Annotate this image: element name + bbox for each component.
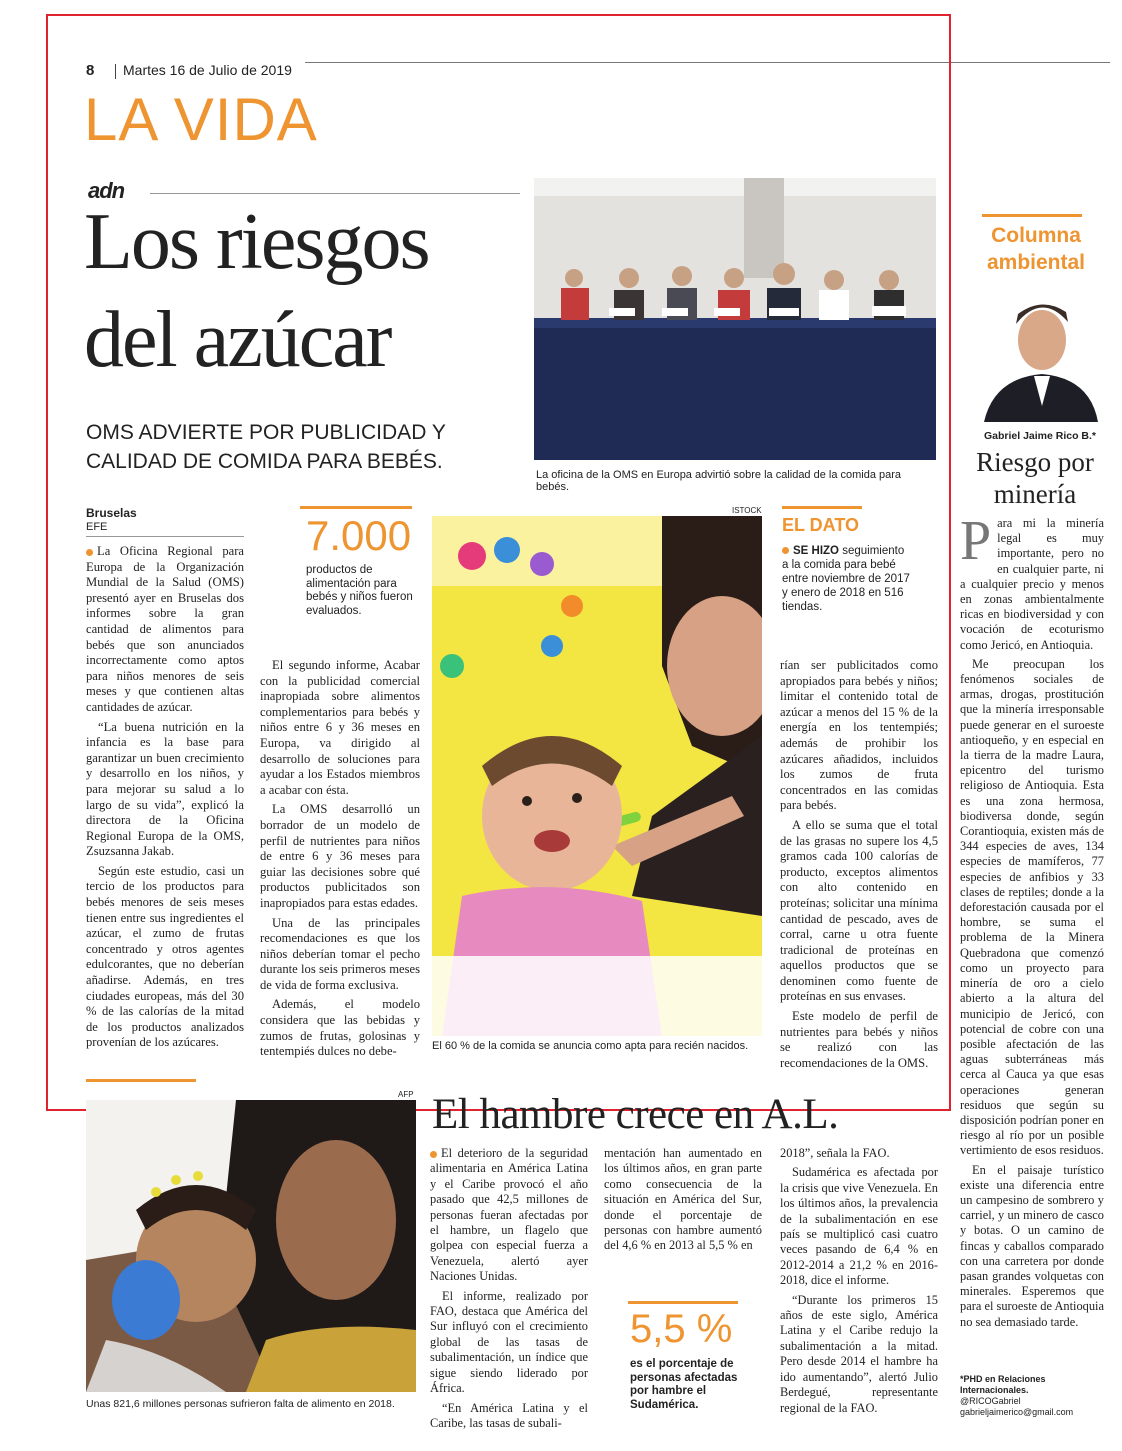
second-stat-text: es el porcentaje de personas afectadas por hambre el Sudamérica. [630,1358,738,1411]
baby-photo [432,516,762,1036]
column-footnote [960,1374,1104,1418]
second-stat-accent [628,1301,738,1304]
brand-rule [150,193,520,194]
body-paragraph: A ello se suma que el total de las grasas no supere los 4,5 gramos cada 100 calorías de producto, exceptos alimentos con alto contenido en proteínas; solicitar una mínima cantidad de pescado, aves de corral, carne u otra fuente tradicional de proteínas en aquellos productos que se denominen como fuente de proteínas en sus envases. [780,817,938,1004]
author-photo [964,282,1108,422]
brand-logo: adn [88,178,125,203]
body-paragraph: Según este estudio, casi un tercio de los productos para bebés menores de seis meses tienen entre sus ingredientes el azúcar, el zumo de frutas concentrado y otros agentes edulcorantes, que no deberían añadirse. Además, en tres ciudades europeas, más del 30 % de las calorías de la mitad de los productos analizados provenían de los azúcares. [86,863,244,1050]
author-email: gabrieljaimerico@gmail.com [960,1407,1074,1417]
body-paragraph: mentación han aumentado en los últimos años, en gran parte como consecuencia de la situación en América del Sur, donde el porcentaje de personas con hambre aumentó del 4,6 % en 2013 al 5,5 % en [604,1146,762,1253]
conference-photo [534,178,936,460]
bullet-dot [86,549,93,556]
second-photo-credit: AFP [398,1090,414,1099]
body-paragraph: La OMS desarrolló un borrador de un modelo de perfil de nutrientes para niños de entre 6 y 36 meses para guiar las decisiones sobre qué productos publicitados son inapropiados para estas edades. [260,802,420,910]
child-photo [86,1100,416,1392]
footnote-line: Internacionales. [960,1385,1029,1395]
body-paragraph: 2018”, señala la FAO. [780,1146,890,1160]
column-body [960,510,1104,1334]
column-label-line1: Columna [991,224,1081,247]
section-title: LA VIDA [84,86,318,153]
main-body-col2 [260,658,420,1064]
bullet-dot [430,1151,437,1158]
second-stat-number: 5,5 % [630,1307,733,1351]
baby-photo-credit: ISTOCK [732,506,762,515]
second-body-col2 [604,1146,762,1258]
main-body-col1 [86,544,244,1055]
stat-number: 7.000 [306,512,412,559]
body-paragraph: “Durante los primeros 15 años de este siglo, América Latina y el Caribe redujo la subalimentación a la mitad. Pero desde 2014 el hambre ha ido aumentando”, alertó Julio Berdegué, representante regional de la FAO. [780,1292,938,1415]
page-number: 8 [86,62,95,79]
body-paragraph: El deterioro de la seguridad alimentaria en América Latina y el Caribe provocó el año pasado que 42,5 millones de personas fueran afectadas por el hambre, un flagelo que golpea con especial fuerza a Venezuela, alertó ayer Naciones Unidas. [430,1146,588,1284]
footnote-line: *PHD en Relaciones [960,1374,1046,1384]
body-paragraph: “En América Latina y el Caribe, las tasas de subali- [430,1400,588,1430]
body-paragraph: Además, el modelo considera que las bebidas y zumos de frutas, golosinas y tentempiés dulces no debe- [260,997,420,1059]
second-headline: El hambre crece en A.L. [432,1091,839,1138]
column-title-line2: minería [993,479,1077,509]
dato-body: seguimiento a la comida para bebé entre noviembre de 2017 y enero de 2018 en 516 tiendas. [782,545,910,613]
baby-photo-caption: El 60 % de la comida se anuncia como apta para recién nacidos. [432,1040,749,1052]
second-body-col3 [780,1146,938,1420]
bullet-dot [782,547,789,554]
body-paragraph: El informe, realizado por FAO, destaca que América del Sur influyó con el crecimiento global de las tasas de subalimentación, un índice que sigue siendo liderado por África. [430,1288,588,1396]
column-accent [982,214,1082,217]
dateline: Bruselas [86,506,137,520]
body-paragraph: rían ser publicitados como apropiados para bebés y niños; limitar el contenido total de azúcar a menos del 15 % de la energía en los tentempiés; además de prohibir los azúcares añadidos, incluidos los zumos de fruta concentrados en las comidas para bebés. [780,658,938,813]
body-paragraph: Una de las principales recomendaciones es que los niños deberían tomar el pecho durante los seis primeros meses de vida de forma exclusiva. [260,915,420,992]
body-paragraph: La Oficina Regional para Europa de la Organización Mundial de la Salud (OMS) presentó ayer en Bruselas dos informes sobre la gran cantidad de alimentos para bebés que son anunciados incorrectamente como aptos para niños menores de seis meses y que contienen altas cantidades de azúcar. [86,544,244,714]
column-paragraph: Me preocupan los fenómenos sociales de armas, drogas, prostitución que la minería irresponsable puede generar en el suroeste antioqueño, y en especial en la tierra de la madre Laura, epicentro del turismo religioso de Antioquia. Esta es una zona hermosa, biodiversa donde, según Corantioquia, existen más de 344 especies de aves, 134 especies de mamíferos, 77 especies de anfibios y 33 clases de reptiles; donde a la deforestación causada por el hombre, se suma el problema de la Minera Quebradona que comenzó como un proyecto para minería de oro a cielo abierto a la altura del municipio de Jericó, con potencial de cobre con una posible afectación de las aguas subterráneas más cerca al Cauca ya que esas operaciones generan residuos que según su disposición podrían poner en riesgo al río por un posible vertimiento de esos residuos. [960,656,1104,1158]
body-paragraph: “La buena nutrición en la infancia es la base para garantizar un buen crecimiento y desarrollo en los niños, y para mejorar su salud a lo largo de su vida”, explicó la directora de la Oficina Regional Europa de la OMS, Zsuzsanna Jakab. [86,719,244,859]
body-paragraph: Sudamérica es afectada por la crisis que vive Venezuela. En los últimos años, la prevalencia de la subalimentación en ese país se multiplicó casi cuatro veces pasando de 6,4 % en 2012-2014 a 21,2 % en 2016-2018, dice el informe. [780,1165,938,1288]
main-subhead-line2: CALIDAD DE COMIDA PARA BEBÉS. [86,450,443,473]
stat-text: productos de alimentación para bebés y niños fueron evaluados. [306,564,413,617]
dato-lead: SE HIZO [793,545,840,557]
main-headline-line1: Los riesgos [84,198,429,286]
second-accent [86,1079,196,1082]
column-label-line2: ambiental [986,251,1086,274]
second-body-col1 [430,1146,588,1435]
body-paragraph: Este modelo de perfil de nutrientes para bebés y niños se realizó con las recomendaciones de la OMS. [780,1009,938,1070]
dato-text [782,544,912,614]
author-twitter: @RICOGabriel [960,1396,1021,1406]
agency: EFE [86,521,108,533]
column-author: Gabriel Jaime Rico B.* [983,430,1097,442]
column-title-line1: Riesgo por [976,447,1094,477]
main-headline-line2: del azúcar [84,296,391,384]
column-paragraph: En el paisaje turístico existe una diferencia entre un campesino de sombrero y carriel, y un minero de casco y botas. O un camino de fincas y caballos comparado con una carretera por donde pasan grandes volquetas con minerales. Esperemos que para el suroeste de Antioquia no sea demasiado tarde. [960,1162,1104,1329]
main-subhead-line1: OMS ADVIERTE POR PUBLICIDAD Y [86,421,446,444]
dato-accent [782,506,862,509]
dato-title: EL DATO [782,515,860,535]
column-paragraph: Para mi la minería legal es muy importante, pero no en cualquier parte, ni a cualquier precio y menos en zonas ambientalmente ricas en biodiversidad y con vocación de ecoturismo como Jericó, en Antioquia. [960,510,1104,652]
child-photo-caption: Unas 821,6 millones personas sufrieron falta de alimento en 2018. [86,1398,395,1410]
dateline-rule [86,536,244,537]
page-date: Martes 16 de Julio de 2019 [123,62,292,78]
main-body-col3 [780,658,938,1075]
conference-photo-caption: La oficina de la OMS en Europa advirtió sobre la calidad de la comida para bebés. [536,469,902,493]
column-dropcap: P [960,510,992,572]
stat-box-accent [300,506,412,509]
body-paragraph: El segundo informe, Acabar con la publicidad comercial inapropiada sobre alimentos complementarios para bebés y niños entre 6 y 36 meses en Europa, va dirigido al desarrollo de soluciones para ayudar a los Estados miembros a acabar con ésta. [260,658,420,797]
